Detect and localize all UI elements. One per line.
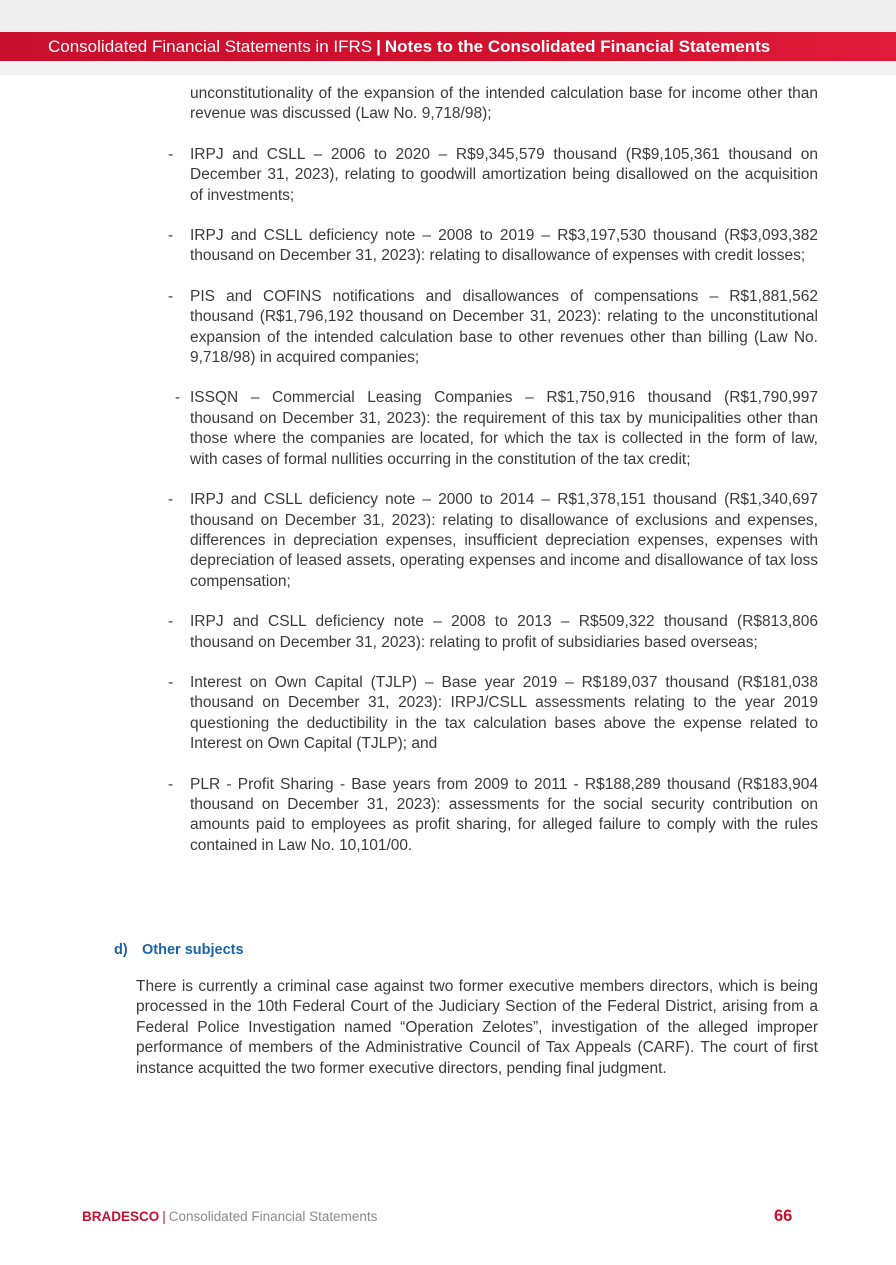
tax-contingencies-list bbox=[0, 84, 896, 876]
header-left-title: Consolidated Financial Statements in IFRS bbox=[48, 37, 373, 56]
list-item bbox=[0, 287, 896, 369]
bullet-dash: - bbox=[168, 775, 174, 793]
bullet-dash: - bbox=[175, 389, 181, 407]
list-item bbox=[0, 612, 896, 653]
footer-brand: BRADESCO bbox=[82, 1209, 160, 1224]
list-item-text: IRPJ and CSLL deficiency note – 2000 to 2014 – R$1,378,151 thousand (R$1,340,697 thousand on December 31, 2023): relating to disallowance of exclusions and expenses, differences in depreciation expenses, insufficient depreciation expenses, expenses with depreciation of leased assets, operating expenses and income and disallowance of tax loss compensation; bbox=[190, 491, 818, 590]
section-title: Other subjects bbox=[142, 942, 244, 958]
list-item bbox=[0, 673, 896, 755]
section-paragraph: There is currently a criminal case against two former executive members directors, which is being processed in the 10th Federal Court of the Judiciary Section of the Federal District, arising from a Federal Police Investigation named “Operation Zelotes”, investigation of the alleged improper performance of members of the Administrative Council of Tax Appeals (CARF). The court of first instance acquitted the two former executive directors, pending final judgment. bbox=[136, 978, 818, 1077]
section-letter: d) bbox=[114, 942, 128, 958]
list-item bbox=[0, 775, 896, 857]
bullet-dash: - bbox=[168, 145, 174, 163]
list-item bbox=[0, 388, 896, 470]
page-number: 66 bbox=[774, 1207, 793, 1225]
header-shadow-strip bbox=[0, 61, 896, 75]
footer-subtitle: Consolidated Financial Statements bbox=[168, 1209, 378, 1224]
header-bar bbox=[0, 32, 896, 61]
bullet-dash: - bbox=[168, 613, 174, 631]
list-item-text: Interest on Own Capital (TJLP) – Base year 2019 – R$189,037 thousand (R$181,038 thousand on December 31, 2023): IRPJ/CSLL assessments relating to the year 2019 questioning the deductibility in the tax calculation bases above the expense related to Interest on Own Capital (TJLP); and bbox=[190, 673, 818, 753]
bullet-dash: - bbox=[168, 491, 174, 509]
header-separator: | bbox=[376, 37, 381, 56]
list-item-text: IRPJ and CSLL deficiency note – 2008 to 2013 – R$509,322 thousand (R$813,806 thousand on December 31, 2023): relating to profit of subsidiaries based overseas; bbox=[190, 613, 818, 651]
bullet-dash: - bbox=[168, 673, 174, 691]
list-item-text: IRPJ and CSLL deficiency note – 2008 to 2019 – R$3,197,530 thousand (R$3,093,382 thousand on December 31, 2023): relating to disallowance of expenses with credit losses; bbox=[190, 227, 818, 265]
bullet-dash: - bbox=[168, 287, 174, 305]
list-item bbox=[0, 490, 896, 592]
list-item-text: IRPJ and CSLL – 2006 to 2020 – R$9,345,579 thousand (R$9,105,361 thousand on December 31, 2023), relating to goodwill amortization being disallowed on the acquisition of investments; bbox=[190, 145, 818, 204]
section-heading bbox=[114, 940, 244, 960]
list-item bbox=[0, 145, 896, 206]
list-item bbox=[0, 226, 896, 267]
continuation-text: unconstitutionality of the expansion of the intended calculation base for income other than revenue was discussed (Law No. 9,718/98); bbox=[190, 85, 818, 123]
header-right-title: Notes to the Consolidated Financial Statements bbox=[384, 37, 771, 56]
footer-separator: | bbox=[162, 1209, 166, 1224]
list-item-continuation bbox=[0, 84, 896, 125]
top-strip bbox=[0, 0, 896, 32]
list-item-text: ISSQN – Commercial Leasing Companies – R$1,750,916 thousand (R$1,790,997 thousand on December 31, 2023): the requirement of this tax by municipalities other than those where the companies are located, for which the tax is collected in the form of law, with cases of formal nullities occurring in the constitution of the tax credit; bbox=[190, 389, 818, 468]
list-item-text: PLR - Profit Sharing - Base years from 2009 to 2011 - R$188,289 thousand (R$183,904 thousand on December 31, 2023): assessments for the social security contribution on amounts paid to employees as profit sharing, for alleged failure to comply with the rules contained in Law No. 10,101/00. bbox=[190, 775, 818, 854]
list-item-text: PIS and COFINS notifications and disallowances of compensations – R$1,881,562 thousand (R$1,796,192 thousand on December 31, 2023): relating to the unconstitutional expansion of the intended calculation base to other revenues other than billing (Law No. 9,718/98) in acquired companies; bbox=[190, 287, 818, 367]
footer bbox=[82, 1207, 377, 1227]
bullet-dash: - bbox=[168, 227, 174, 245]
